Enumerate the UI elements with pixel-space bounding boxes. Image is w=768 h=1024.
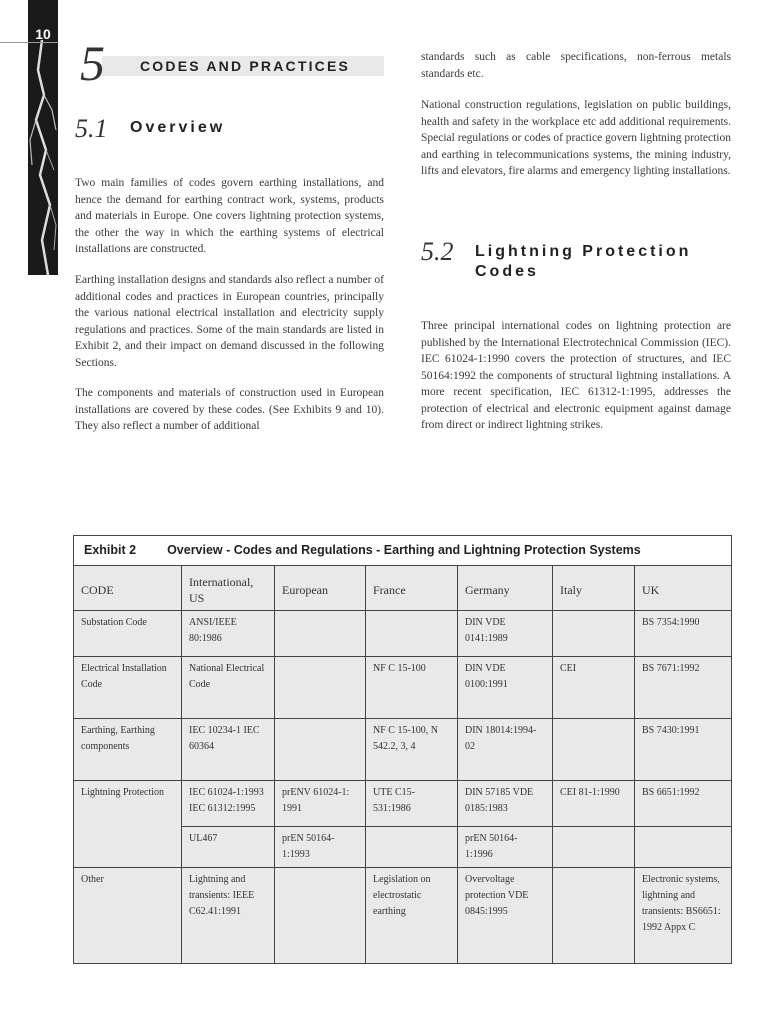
table-cell: Earthing, Earthing components xyxy=(74,719,182,781)
exhibit-caption-row xyxy=(74,536,732,566)
paragraph-5: Three principal international codes on lightning protection are published by the International Electrotechnical Commission (IEC). IEC 61024-1:1990 covers the protection of structures, and IEC 50164:1992 the components of structural lightning installations. A more recent specification, IEC 61312-1:1995, addresses the protection of electrical and electronic equipment against damage from direct or indirect lightning strikes. xyxy=(421,320,731,431)
table-cell xyxy=(553,719,635,781)
table-cell: BS 7430:1991 xyxy=(635,719,732,781)
paragraph-1: Two main families of codes govern earthing installations, and hence the demand for earthing contract work, systems, products and materials in Europe. One covers lightning protection systems, the other the way in which the earthing systems of electrical installations are constructed. xyxy=(75,177,384,255)
section-number-5-2: 5.2 xyxy=(421,237,454,266)
table-cell: National Electrical Code xyxy=(182,657,275,719)
table-cell: Legislation on electrostatic earthing xyxy=(366,868,458,964)
table-cell xyxy=(275,868,366,964)
table-cell: UL467 xyxy=(182,827,275,868)
chapter-title: CODES AND PRACTICES xyxy=(140,58,351,74)
chapter-number: 5 xyxy=(80,35,105,91)
section-title-overview: Overview xyxy=(130,119,226,136)
table-cell: DIN 57185 VDE 0185:1983 xyxy=(458,781,553,827)
table-cell: DIN VDE 0100:1991 xyxy=(458,657,553,719)
section-title-lightning-protection-line1: Lightning Protection xyxy=(475,243,692,260)
table-row xyxy=(74,657,732,719)
column-header: France xyxy=(366,566,458,611)
table-cell: Electrical Installation Code xyxy=(74,657,182,719)
column-header: Italy xyxy=(553,566,635,611)
table-row xyxy=(74,781,732,827)
paragraph-4: National construction regulations, legislation on public buildings, health and safety in the workplace etc add additional requirements. Special regulations or codes of practice govern lightning protection and earthing in telecommunications systems, the mining industry, lifts and elevators, fire alarms and emergency lighting installations. xyxy=(421,99,731,177)
table-cell: Other xyxy=(74,868,182,964)
exhibit-title: Overview - Codes and Regulations - Earthing and Lightning Protection Systems xyxy=(167,543,641,557)
paragraph-3: The components and materials of construction used in European installations are covered by these codes. (See Exhibits 9 and 10). They also reflect a number of additional xyxy=(75,387,384,432)
table-cell: NF C 15-100, N 542.2, 3, 4 xyxy=(366,719,458,781)
table-cell xyxy=(553,827,635,868)
column-header: International, US xyxy=(182,566,275,611)
column-header: Germany xyxy=(458,566,553,611)
table-cell: prEN 50164-1:1996 xyxy=(458,827,553,868)
table-row xyxy=(74,719,732,781)
table-cell: NF C 15-100 xyxy=(366,657,458,719)
table-cell: Overvoltage protection VDE 0845:1995 xyxy=(458,868,553,964)
table-cell: CEI xyxy=(553,657,635,719)
table-cell xyxy=(275,657,366,719)
page-number: 10 xyxy=(35,26,51,42)
table-cell: IEC 10234-1 IEC 60364 xyxy=(182,719,275,781)
column-header: European xyxy=(275,566,366,611)
section-number-5-1: 5.1 xyxy=(75,114,108,143)
table-cell: prENV 61024-1: 1991 xyxy=(275,781,366,827)
header-rule xyxy=(0,42,58,43)
table-cell: Substation Code xyxy=(74,611,182,657)
column-header: UK xyxy=(635,566,732,611)
table-cell xyxy=(275,611,366,657)
table-cell: DIN 18014:1994-02 xyxy=(458,719,553,781)
table-cell: Electronic systems, lightning and transients: BS6651: 1992 Appx C xyxy=(635,868,732,964)
table-cell: Lightning and transients: IEEE C62.41:1991 xyxy=(182,868,275,964)
table-cell: BS 7354:1990 xyxy=(635,611,732,657)
exhibit-2-table xyxy=(73,535,732,964)
table-cell xyxy=(275,719,366,781)
table-row xyxy=(74,868,732,964)
exhibit-caption xyxy=(74,536,732,566)
continued-paragraph: standards such as cable specifications, non-ferrous metals standards etc. xyxy=(421,51,731,80)
table-header-row xyxy=(74,566,732,611)
table-cell: UTE C15-531:1986 xyxy=(366,781,458,827)
table-cell: CEI 81-1:1990 xyxy=(553,781,635,827)
table-cell: IEC 61024-1:1993 IEC 61312:1995 xyxy=(182,781,275,827)
section-title-lightning-protection-line2: Codes xyxy=(475,263,539,280)
table-cell: BS 7671:1992 xyxy=(635,657,732,719)
table-row xyxy=(74,611,732,657)
table-cell: prEN 50164-1:1993 xyxy=(275,827,366,868)
table-cell: BS 6651:1992 xyxy=(635,781,732,827)
column-header: CODE xyxy=(74,566,182,611)
paragraph-2: Earthing installation designs and standards also reflect a number of additional codes and practices in European countries, principally the various national electrical installation and electricity supply regulations and practices. Some of the main standards are listed in Exhibit 2, and their impact on demand discussed in the following Sections. xyxy=(75,274,384,369)
table-cell: Lightning Protection xyxy=(74,781,182,868)
table-cell: DIN VDE 0141:1989 xyxy=(458,611,553,657)
table-cell xyxy=(553,611,635,657)
table-cell xyxy=(366,827,458,868)
table-cell xyxy=(635,827,732,868)
table-cell: ANSI/IEEE 80:1986 xyxy=(182,611,275,657)
exhibit-label: Exhibit 2 xyxy=(84,543,137,557)
table-cell xyxy=(366,611,458,657)
table-cell xyxy=(553,868,635,964)
